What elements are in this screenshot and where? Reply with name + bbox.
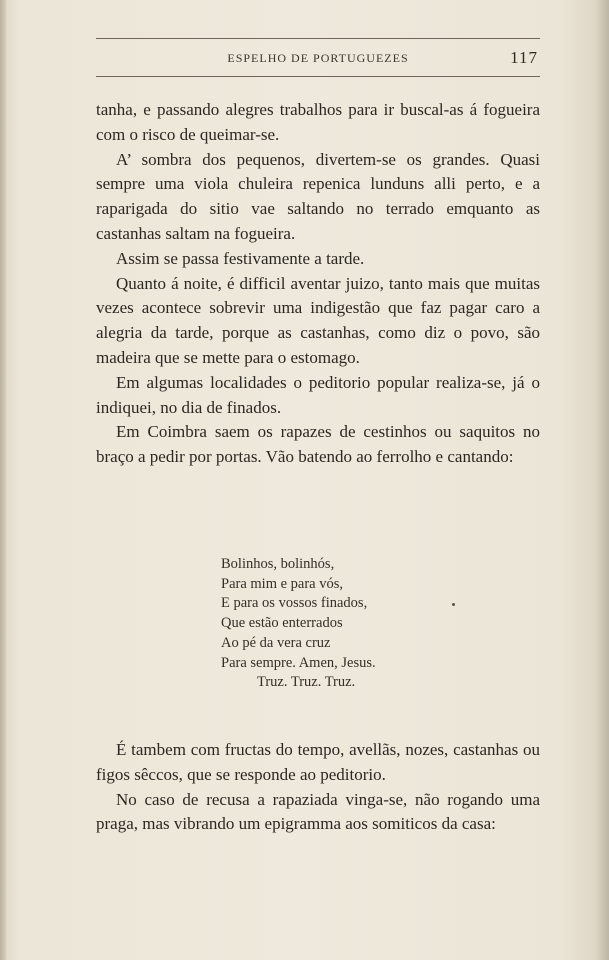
verse-line: Bolinhos, bolinhós,: [221, 556, 335, 572]
verse-block: [221, 555, 481, 693]
ink-speck: [452, 603, 455, 606]
paragraph-localities: Em algumas localidades o peditorio popular realiza-se, já o indiquei, no dia de finados.: [96, 372, 540, 417]
paragraph-refusal: No caso de recusa a rapaziada vinga-se, não rogando uma praga, mas vibrando um epigramma aos somiticos da casa:: [96, 789, 540, 834]
page-number: 117: [510, 48, 538, 67]
paragraph-shade: A’ sombra dos pequenos, divertem-se os grandes. Quasi sempre uma viola chuleira repenica lunduns alli perto, e a raparigada do sitio vae saltando no terrado emquanto as castanhas saltam na fogueira.: [96, 149, 540, 243]
verse-line: Que estão enterrados: [221, 615, 343, 632]
body-text-continued: [96, 738, 540, 837]
paragraph-fruits: É tambem com fructas do tempo, avellãs, nozes, castanhas ou figos sêccos, que se responde ao peditorio.: [96, 740, 540, 784]
header-bottom-rule: [96, 76, 540, 77]
body-text: [96, 98, 540, 470]
paragraph-coimbra: Em Coimbra saem os rapazes de cestinhos ou saquitos no braço a pedir por portas. Vão batendo ao ferrolho e cantando:: [96, 422, 540, 467]
paragraph-afternoon: Assim se passa festivamente a tarde.: [116, 248, 365, 268]
running-head: [96, 48, 540, 70]
verse-line: E para os vossos finados,: [221, 595, 368, 612]
paragraph-continuation: tanha, e passando alegres trabalhos para ir buscal-as á fogueira com o risco de queimar-se.: [96, 100, 540, 144]
page-left-edge: [0, 0, 6, 960]
verse-line: Para mim e para vós,: [221, 575, 344, 592]
verse-knock-line: Truz. Truz. Truz.: [257, 674, 356, 691]
verse-line: Para sempre. Amen, Jesus.: [221, 654, 376, 671]
header-top-rule: [96, 38, 540, 39]
verse-line: Ao pé da vera cruz: [221, 634, 331, 651]
page-right-shadow: [595, 0, 609, 960]
paragraph-night: Quanto á noite, é difficil aventar juizo, tanto mais que muitas vezes acontece sobrevir uma indigestão que faz pagar caro a alegria da tarde, porque as castanhas, como diz o povo, são madeira que se mette para o estomago.: [96, 273, 540, 367]
running-title: ESPELHO DE PORTUGUEZES: [227, 51, 409, 65]
